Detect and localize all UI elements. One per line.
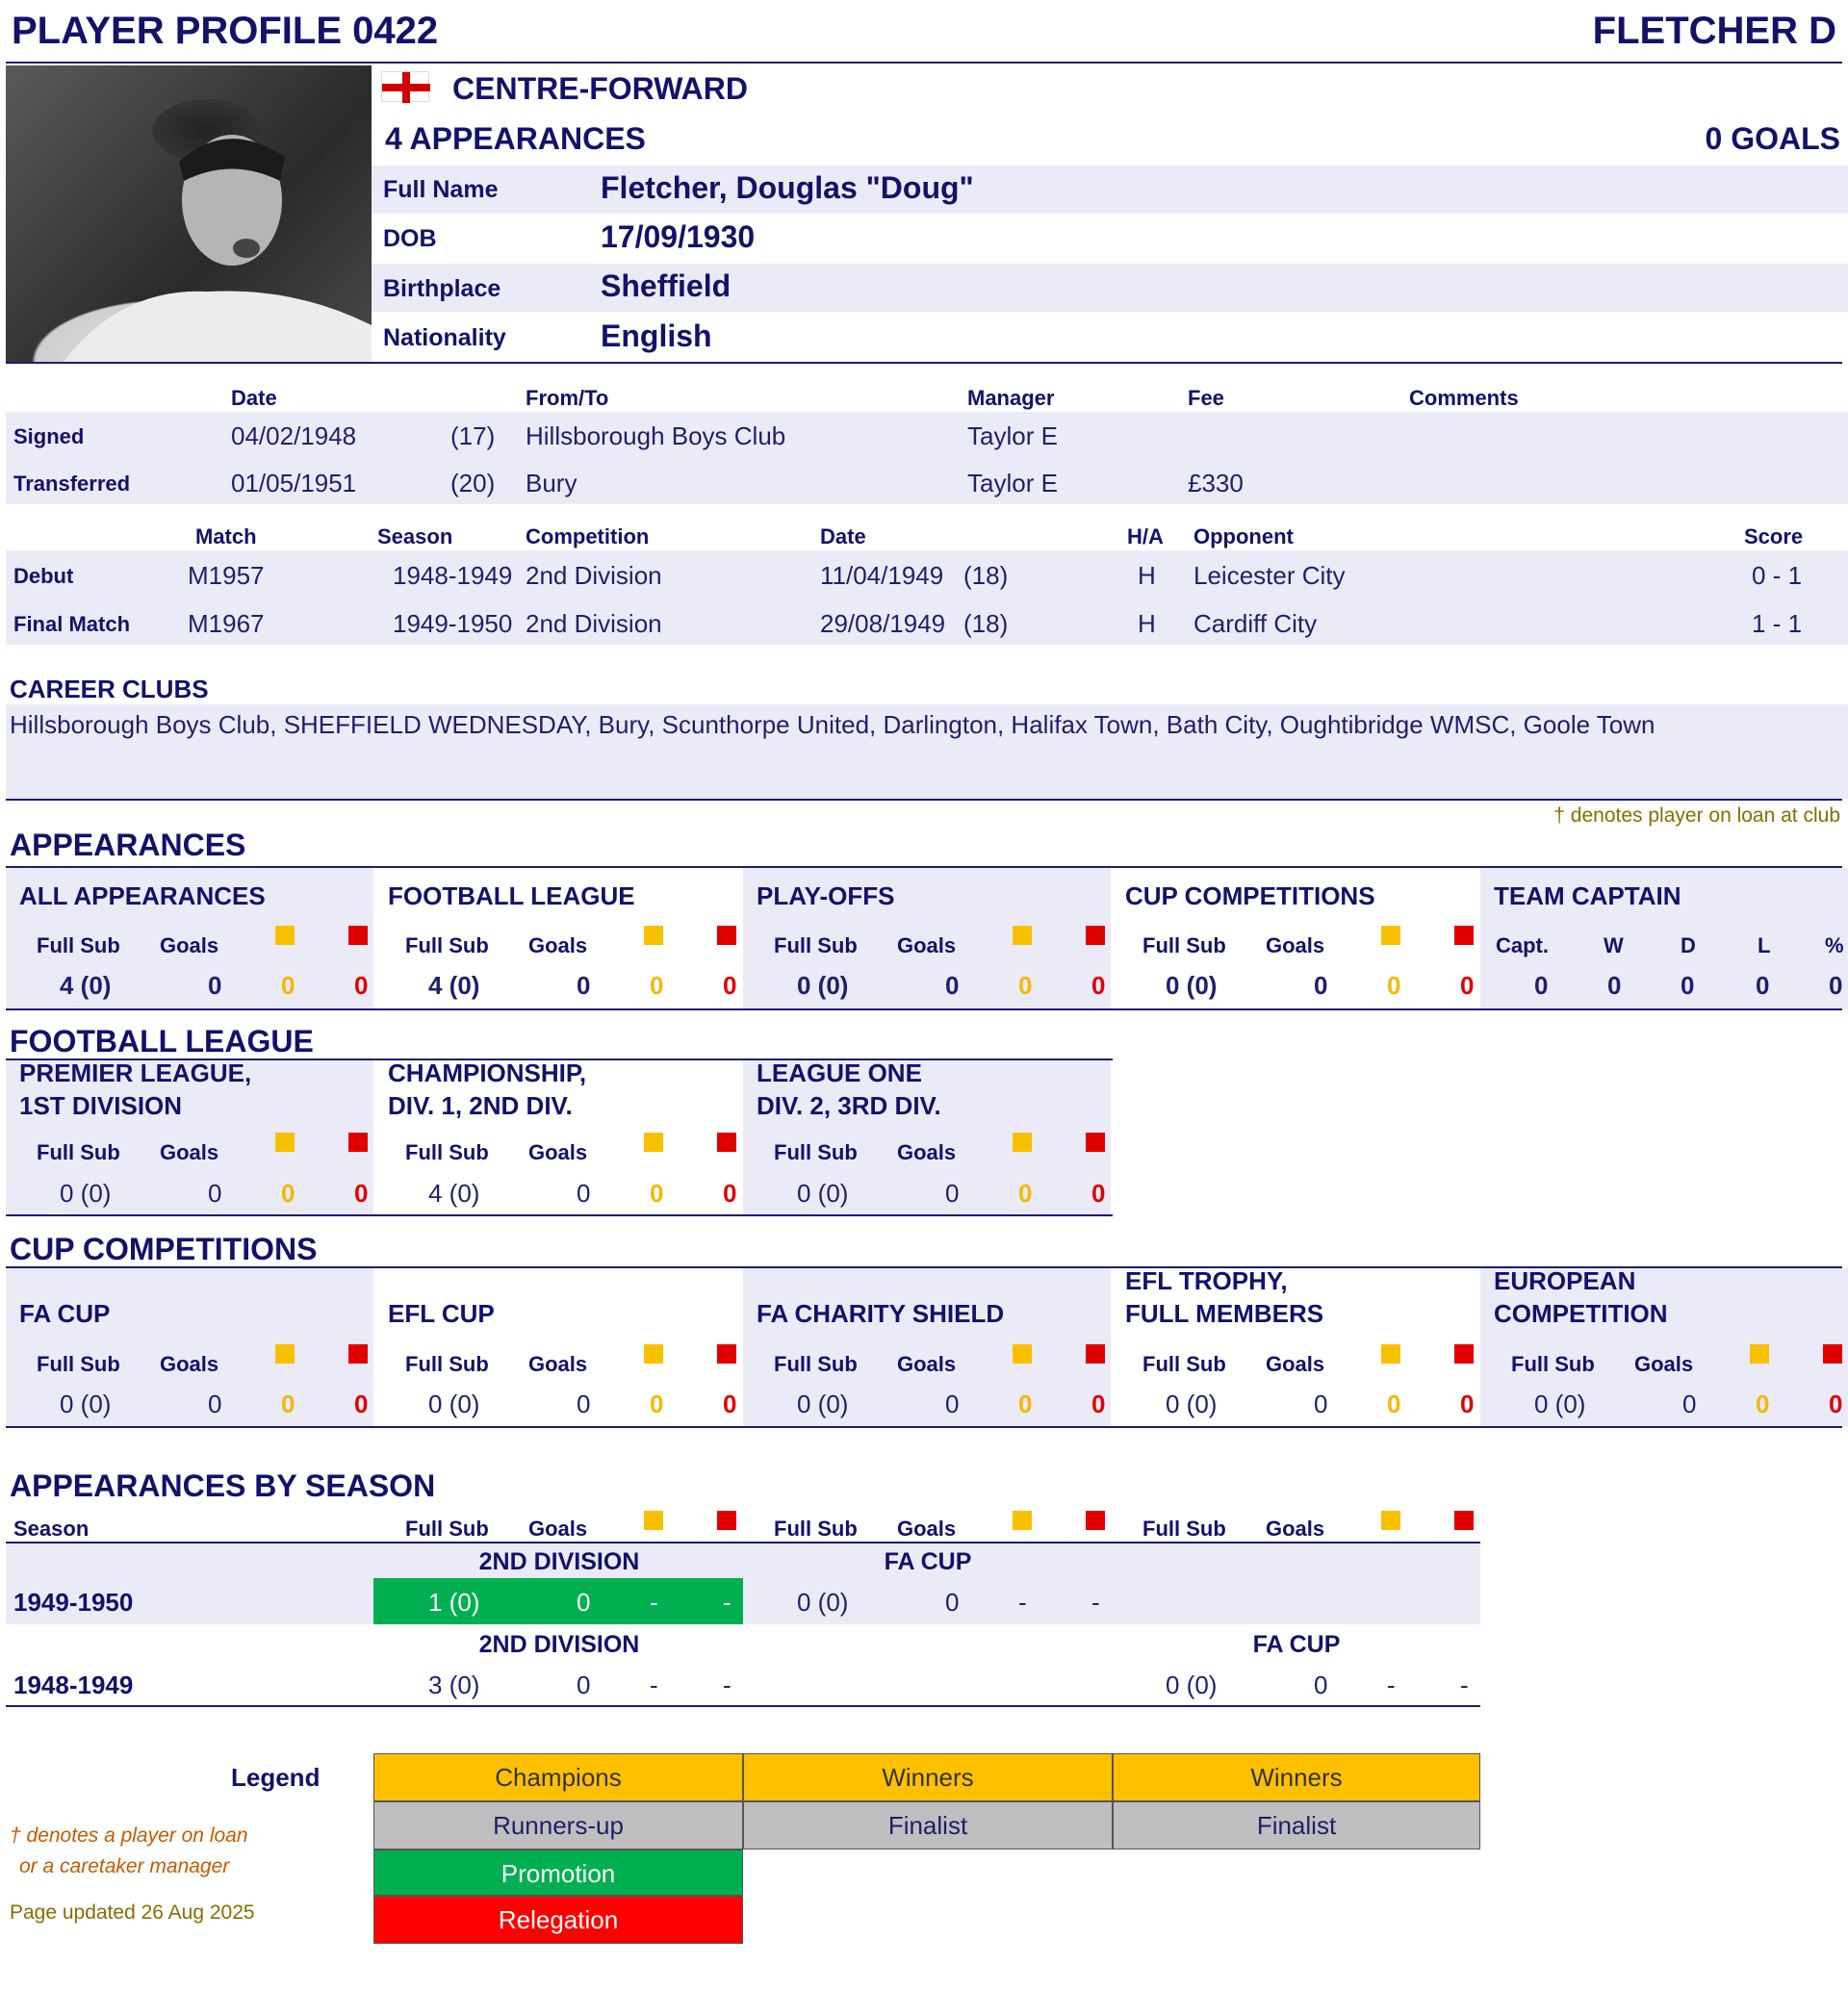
signed-club: Hillsborough Boys Club xyxy=(526,421,786,450)
loan-note: † denotes player on loan at club xyxy=(1553,804,1840,827)
career-clubs: Hillsborough Boys Club, SHEFFIELD WEDNESDAY, Bury, Scunthorpe United, Darlington, Halifax Town, Bath City, Oughtibridge WMSC, Goole Town xyxy=(10,710,1656,739)
yellow-card-icon xyxy=(1013,926,1032,945)
full-sub-value: 0 (0) xyxy=(1166,971,1218,1000)
col-goals: Goals xyxy=(528,1352,588,1376)
red-value: - xyxy=(1091,1588,1100,1617)
full-sub-value: 0 (0) xyxy=(1166,1390,1218,1418)
full-sub-value: 0 (0) xyxy=(797,1179,849,1208)
debut-date: 11/04/1949 xyxy=(820,561,944,590)
red-card-icon xyxy=(1454,926,1474,945)
dob-value: 17/09/1930 xyxy=(601,219,756,254)
yellow-card-icon xyxy=(644,1511,663,1530)
by-season-heading: APPEARANCES BY SEASON xyxy=(10,1468,436,1503)
legend-finalist: Finalist xyxy=(743,1801,1113,1850)
yellow-value: 0 xyxy=(650,971,664,1000)
final-season: 1949-1950 xyxy=(393,609,513,638)
red-value: - xyxy=(1460,1671,1469,1699)
legend-finalist: Finalist xyxy=(1113,1801,1480,1850)
final-opponent: Cardiff City xyxy=(1194,609,1318,638)
col-full-sub: Full Sub xyxy=(37,1140,120,1164)
transferred-age: (20) xyxy=(450,469,496,498)
col-goals: Goals xyxy=(528,1140,588,1164)
yellow-card-icon xyxy=(275,1344,295,1364)
row-label: Transferred xyxy=(13,472,131,496)
col-header-comments: Comments xyxy=(1409,386,1519,410)
red-card-icon xyxy=(1823,1344,1842,1364)
football-league-heading: FOOTBALL LEAGUE xyxy=(10,1024,314,1059)
yellow-card-icon xyxy=(1381,926,1400,945)
goals-value: 0 xyxy=(577,971,591,1000)
col-goals: Goals xyxy=(897,1352,957,1376)
debut-match: M1957 xyxy=(188,561,265,590)
col-full-sub: Full Sub xyxy=(1142,933,1226,957)
debut-age: (18) xyxy=(963,561,1009,590)
red-value: 0 xyxy=(723,1179,737,1208)
player-code: FLETCHER D xyxy=(1592,10,1836,52)
detail-label: Nationality xyxy=(383,324,506,351)
col-goals: Goals xyxy=(1634,1352,1694,1376)
red-card-icon xyxy=(1086,1344,1105,1364)
legend-relegation: Relegation xyxy=(373,1896,743,1944)
transferred-date: 01/05/1951 xyxy=(231,469,357,498)
col-full-sub: Full Sub xyxy=(405,1140,489,1164)
w-value: 0 xyxy=(1607,971,1622,1000)
capt-value: 0 xyxy=(1534,971,1549,1000)
debut-opponent: Leicester City xyxy=(1194,561,1346,590)
block-title-line2: EFL CUP xyxy=(388,1299,495,1328)
red-card-icon xyxy=(717,926,736,945)
block-title-line2: COMPETITION xyxy=(1494,1299,1668,1328)
yellow-card-icon xyxy=(1381,1344,1400,1364)
red-value: 0 xyxy=(354,971,369,1000)
full-sub-value: 0 (0) xyxy=(60,1179,112,1208)
full-name-value: Fletcher, Douglas "Doug" xyxy=(601,170,974,205)
yellow-value: 0 xyxy=(281,971,295,1000)
red-value: 0 xyxy=(354,1179,369,1208)
full-sub-value: 0 (0) xyxy=(1166,1671,1218,1699)
col-goals: Goals xyxy=(528,933,588,957)
yellow-value: - xyxy=(1387,1671,1396,1699)
red-value: 0 xyxy=(1829,1390,1843,1418)
yellow-card-icon xyxy=(644,1133,663,1152)
red-value: - xyxy=(723,1588,732,1617)
goals-total: 0 GOALS xyxy=(1705,121,1840,156)
transferred-manager: Taylor E xyxy=(967,469,1058,498)
col-full-sub: Full Sub xyxy=(774,1352,858,1376)
legend-note-line2: or a caretaker manager xyxy=(19,1855,230,1877)
goals-value: 0 xyxy=(208,1179,222,1208)
block-title: ALL APPEARANCES xyxy=(19,881,266,910)
legend-heading: Legend xyxy=(231,1763,321,1792)
col-full-sub: Full Sub xyxy=(37,933,120,957)
legend-winners: Winners xyxy=(743,1753,1113,1801)
yellow-value: 0 xyxy=(1756,1390,1770,1418)
player-photo xyxy=(6,65,372,362)
col-goals: Goals xyxy=(1266,933,1325,957)
block-title: TEAM CAPTAIN xyxy=(1494,881,1681,910)
competition-label: 2ND DIVISION xyxy=(478,1548,640,1575)
yellow-value: 0 xyxy=(1387,1390,1401,1418)
col-d: D xyxy=(1681,933,1696,957)
goals-value: 0 xyxy=(577,1179,591,1208)
row-label: Debut xyxy=(13,564,74,588)
red-value: 0 xyxy=(1091,1390,1106,1418)
col-full-sub: Full Sub xyxy=(1142,1352,1226,1376)
col-season: Season xyxy=(13,1517,90,1541)
col-goals: Goals xyxy=(897,1517,957,1541)
block-title-line1: EUROPEAN xyxy=(1494,1266,1636,1295)
page-title: PLAYER PROFILE 0422 xyxy=(12,10,439,52)
red-value: - xyxy=(723,1671,732,1699)
col-goals: Goals xyxy=(897,1140,957,1164)
yellow-value: 0 xyxy=(1018,971,1033,1000)
debut-score: 0 - 1 xyxy=(1752,561,1803,590)
block-title-line2: FA CHARITY SHIELD xyxy=(757,1299,1005,1328)
yellow-card-icon xyxy=(1013,1511,1032,1530)
page-updated: Page updated 26 Aug 2025 xyxy=(10,1901,255,1924)
goals-value: 0 xyxy=(577,1588,591,1617)
block-title: FOOTBALL LEAGUE xyxy=(388,881,635,910)
col-header-season: Season xyxy=(377,524,453,549)
goals-value: 0 xyxy=(1314,1671,1328,1699)
yellow-value: 0 xyxy=(1018,1179,1033,1208)
col-goals: Goals xyxy=(160,1140,219,1164)
goals-value: 0 xyxy=(945,1179,960,1208)
red-value: 0 xyxy=(1460,971,1475,1000)
detail-label: Birthplace xyxy=(383,275,501,302)
red-value: 0 xyxy=(354,1390,369,1418)
col-goals: Goals xyxy=(897,933,957,957)
block-title: CUP COMPETITIONS xyxy=(1125,881,1375,910)
detail-label: Full Name xyxy=(383,176,499,203)
red-card-icon xyxy=(1454,1511,1474,1530)
career-heading: CAREER CLUBS xyxy=(10,675,209,703)
block-title-line1: PREMIER LEAGUE, xyxy=(19,1059,252,1087)
full-sub-value: 3 (0) xyxy=(428,1671,480,1699)
nationality-value: English xyxy=(601,319,712,353)
full-sub-value: 0 (0) xyxy=(1534,1390,1586,1418)
yellow-value: - xyxy=(650,1671,658,1699)
pct-value: 0 xyxy=(1829,971,1843,1000)
full-sub-value: 0 (0) xyxy=(797,971,849,1000)
final-ha: H xyxy=(1138,609,1156,638)
yellow-card-icon xyxy=(1013,1344,1032,1364)
legend-promotion: Promotion xyxy=(373,1850,743,1896)
full-sub-value: 4 (0) xyxy=(60,971,112,1000)
goals-value: 0 xyxy=(208,1390,222,1418)
red-card-icon xyxy=(348,926,368,945)
col-full-sub: Full Sub xyxy=(774,1140,858,1164)
block-title-line2: DIV. 2, 3RD DIV. xyxy=(757,1091,941,1120)
block-title: PLAY-OFFS xyxy=(757,881,895,910)
col-l: L xyxy=(1758,933,1771,957)
block-title-line1: CHAMPIONSHIP, xyxy=(388,1059,587,1087)
col-full-sub: Full Sub xyxy=(774,933,858,957)
transferred-club: Bury xyxy=(526,469,578,498)
col-goals: Goals xyxy=(528,1517,588,1541)
goals-value: 0 xyxy=(577,1390,591,1418)
red-value: 0 xyxy=(1091,971,1106,1000)
final-age: (18) xyxy=(963,609,1009,638)
season-label: 1948-1949 xyxy=(13,1671,134,1699)
competition-label: FA CUP xyxy=(884,1548,972,1575)
appearances-total: 4 APPEARANCES xyxy=(385,121,646,156)
col-header-date: Date xyxy=(820,524,866,549)
col-full-sub: Full Sub xyxy=(774,1517,858,1541)
yellow-card-icon xyxy=(1381,1511,1400,1530)
final-competition: 2nd Division xyxy=(526,609,662,638)
col-header-fee: Fee xyxy=(1188,386,1224,410)
goals-value: 0 xyxy=(945,1588,960,1617)
debut-season: 1948-1949 xyxy=(393,561,513,590)
legend-champions: Champions xyxy=(373,1753,743,1801)
red-value: 0 xyxy=(1091,1179,1106,1208)
competition-label: FA CUP xyxy=(1252,1631,1341,1658)
full-sub-value: 0 (0) xyxy=(428,1390,480,1418)
block-title-line2: FULL MEMBERS xyxy=(1125,1299,1324,1328)
yellow-card-icon xyxy=(275,926,295,945)
red-card-icon xyxy=(1454,1344,1474,1364)
red-value: 0 xyxy=(723,971,737,1000)
col-full-sub: Full Sub xyxy=(405,1352,489,1376)
final-date: 29/08/1949 xyxy=(820,609,946,638)
col-goals: Goals xyxy=(1266,1352,1325,1376)
yellow-value: 0 xyxy=(281,1390,295,1418)
signed-age: (17) xyxy=(450,421,496,450)
full-sub-value: 0 (0) xyxy=(60,1390,112,1418)
yellow-value: - xyxy=(650,1588,658,1617)
detail-label: DOB xyxy=(383,225,437,252)
final-score: 1 - 1 xyxy=(1752,609,1803,638)
competition-label: 2ND DIVISION xyxy=(478,1631,640,1658)
block-title-line1: EFL TROPHY, xyxy=(1125,1266,1288,1295)
debut-competition: 2nd Division xyxy=(526,561,662,590)
red-card-icon xyxy=(1086,1133,1105,1152)
legend-runners-up: Runners-up xyxy=(373,1801,743,1850)
col-header-score: Score xyxy=(1744,524,1804,549)
red-card-icon xyxy=(1086,926,1105,945)
col-header-from-to: From/To xyxy=(526,386,609,410)
signed-date: 04/02/1948 xyxy=(231,421,357,450)
red-card-icon xyxy=(348,1133,368,1152)
full-sub-value: 0 (0) xyxy=(797,1588,849,1617)
col-header-competition: Competition xyxy=(526,524,650,549)
l-value: 0 xyxy=(1756,971,1770,1000)
col-header-opponent: Opponent xyxy=(1194,524,1294,549)
yellow-card-icon xyxy=(1750,1344,1769,1364)
full-sub-value: 4 (0) xyxy=(428,971,480,1000)
position-label: CENTRE-FORWARD xyxy=(452,71,748,106)
appearances-heading: APPEARANCES xyxy=(10,828,246,862)
col-header-match: Match xyxy=(195,524,257,549)
red-card-icon xyxy=(717,1511,736,1530)
yellow-card-icon xyxy=(644,1344,663,1364)
yellow-value: 0 xyxy=(1387,971,1401,1000)
col-full-sub: Full Sub xyxy=(1142,1517,1226,1541)
red-card-icon xyxy=(717,1344,736,1364)
red-value: 0 xyxy=(723,1390,737,1418)
full-sub-value: 4 (0) xyxy=(428,1179,480,1208)
col-full-sub: Full Sub xyxy=(37,1352,120,1376)
col-goals: Goals xyxy=(1266,1517,1325,1541)
col-full-sub: Full Sub xyxy=(405,1517,489,1541)
d-value: 0 xyxy=(1681,971,1695,1000)
yellow-card-icon xyxy=(644,926,663,945)
birthplace-value: Sheffield xyxy=(601,268,732,303)
goals-value: 0 xyxy=(1314,1390,1328,1418)
yellow-value: 0 xyxy=(650,1179,664,1208)
transferred-fee: £330 xyxy=(1188,469,1244,498)
col-full-sub: Full Sub xyxy=(1511,1352,1595,1376)
yellow-value: - xyxy=(1018,1588,1027,1617)
goals-value: 0 xyxy=(1314,971,1328,1000)
yellow-value: 0 xyxy=(650,1390,664,1418)
col-capt: Capt. xyxy=(1496,933,1549,957)
goals-value: 0 xyxy=(577,1671,591,1699)
yellow-value: 0 xyxy=(281,1179,295,1208)
red-card-icon xyxy=(1086,1511,1105,1530)
cup-competitions-heading: CUP COMPETITIONS xyxy=(10,1232,318,1266)
red-value: 0 xyxy=(1460,1390,1475,1418)
full-sub-value: 1 (0) xyxy=(428,1588,480,1617)
block-title-line1: LEAGUE ONE xyxy=(757,1059,922,1087)
col-header-date: Date xyxy=(231,386,277,410)
yellow-value: 0 xyxy=(1018,1390,1033,1418)
season-label: 1949-1950 xyxy=(13,1588,134,1617)
row-label: Final Match xyxy=(13,612,131,636)
full-sub-value: 0 (0) xyxy=(797,1390,849,1418)
col-w: W xyxy=(1604,933,1624,957)
england-flag-icon xyxy=(381,71,429,102)
signed-manager: Taylor E xyxy=(967,421,1058,450)
legend-note-line1: † denotes a player on loan xyxy=(10,1824,248,1847)
block-title-line2: 1ST DIVISION xyxy=(19,1091,183,1120)
row-label: Signed xyxy=(13,424,85,448)
block-title-line2: FA CUP xyxy=(19,1299,111,1328)
col-goals: Goals xyxy=(160,933,219,957)
final-match: M1967 xyxy=(188,609,265,638)
goals-value: 0 xyxy=(945,971,960,1000)
legend-winners: Winners xyxy=(1113,1753,1480,1801)
goals-value: 0 xyxy=(208,971,222,1000)
col-header-manager: Manager xyxy=(967,386,1055,410)
col-header-ha: H/A xyxy=(1127,524,1164,549)
goals-value: 0 xyxy=(1682,1390,1697,1418)
red-card-icon xyxy=(348,1344,368,1364)
yellow-card-icon xyxy=(275,1133,295,1152)
block-title-line2: DIV. 1, 2ND DIV. xyxy=(388,1091,573,1120)
yellow-card-icon xyxy=(1013,1133,1032,1152)
col-full-sub: Full Sub xyxy=(405,933,489,957)
debut-ha: H xyxy=(1138,561,1156,590)
col-goals: Goals xyxy=(160,1352,219,1376)
red-card-icon xyxy=(717,1133,736,1152)
goals-value: 0 xyxy=(945,1390,960,1418)
col-pct: % xyxy=(1825,933,1844,957)
